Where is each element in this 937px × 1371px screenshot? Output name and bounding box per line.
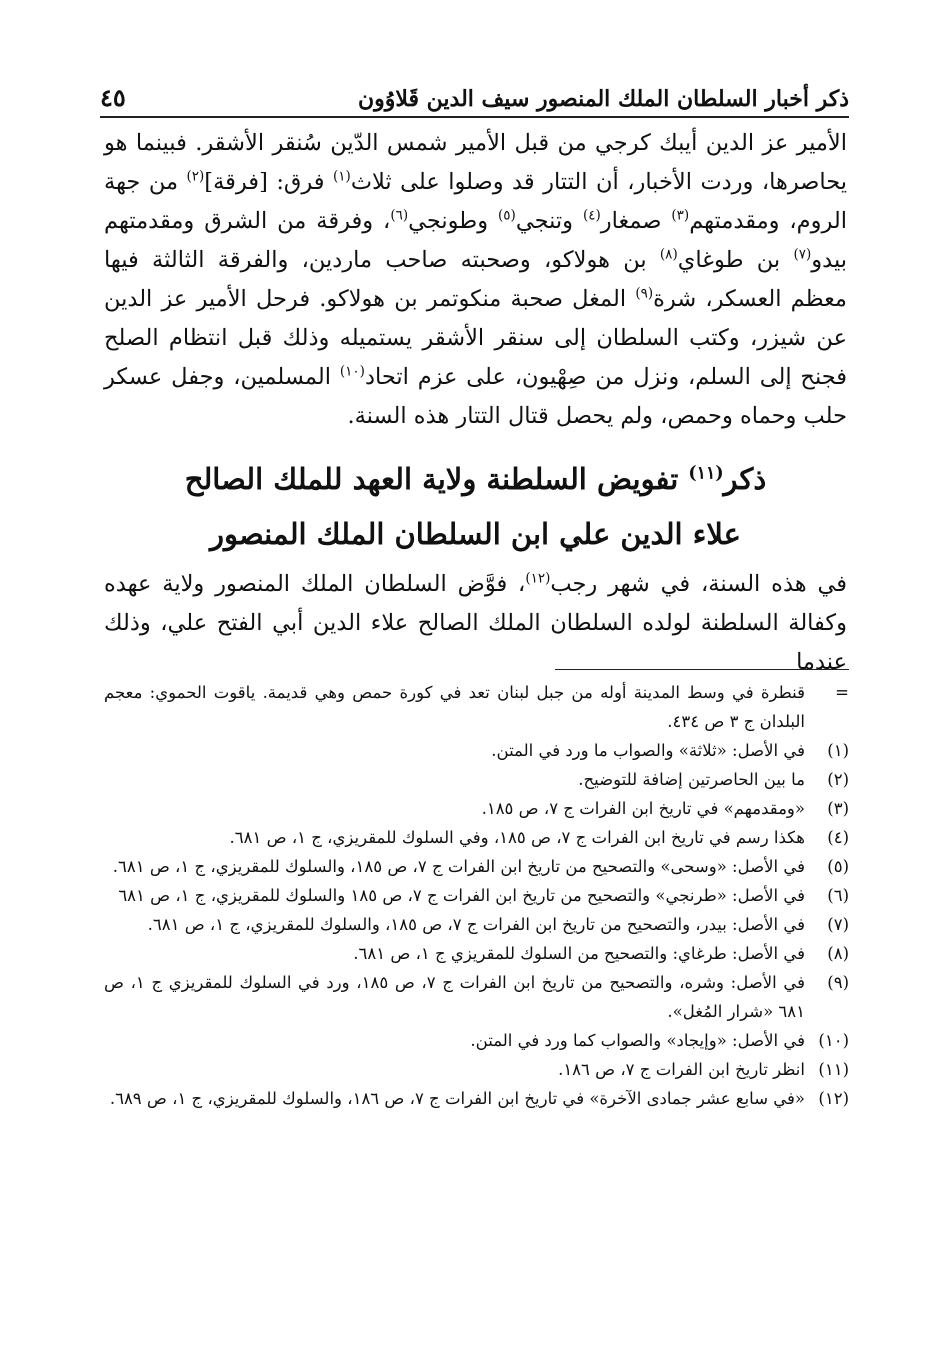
footnote-text: انظر تاريخ ابن الفرات ج ٧، ص ١٨٦.: [558, 1060, 805, 1079]
footnote-text: قنطرة في وسط المدينة أوله من جبل لبنان تعد في كورة حمص وهي قديمة. ياقوت الحموي: معجم البلدان ج ٣ ص ٤٣٤.: [104, 683, 805, 731]
text-run: وتنجي: [515, 208, 583, 234]
section-heading-line-2: علاء الدين علي ابن السلطان الملك المنصور: [210, 517, 741, 551]
footnote-text: هكذا رسم في تاريخ ابن الفرات ج ٧، ص ١٨٥، وفي السلوك للمقريزي، ج ١، ص ٦٨١.: [229, 828, 805, 847]
text-run: فرق: [فرقة]: [204, 169, 333, 195]
footnote-item: [104, 910, 849, 939]
footnote-text: في الأصل: بيدر، والتصحيح من تاريخ ابن الفرات ج ٧، ص ١٨٥، والسلوك للمقريزي، ج ١، ص ٦٨١.: [147, 915, 805, 934]
footnote-ref-12[interactable]: (١٢): [525, 570, 551, 587]
footnote-marker: (١): [827, 741, 849, 760]
footnote-item: [104, 1055, 849, 1084]
footnotes-list: [104, 678, 849, 1113]
footnote-item: [104, 823, 849, 852]
footnote-text: في الأصل: طرغاي: والتصحيح من السلوك للمقريزي ج ١، ص ٦٨١.: [353, 944, 805, 963]
footnote-text: في الأصل: «وسحى» والتصحيح من تاريخ ابن الفرات ج ٧، ص ١٨٥، والسلوك للمقريزي، ج ١، ص ٦٨١.: [112, 857, 805, 876]
text-run: وطونجي: [408, 208, 498, 234]
footnote-text: في الأصل: «ثلاثة» والصواب ما ورد في المتن.: [491, 741, 805, 760]
footnote-item: [104, 939, 849, 968]
text-run: بن طوغاي: [677, 247, 794, 273]
footnote-ref-10[interactable]: (١٠): [339, 363, 365, 380]
footnote-marker: (١١): [818, 1060, 849, 1079]
text-run: الأمير عز الدين أيبك كرجي من قبل الأمير شمس الدّين سُنقر الأشقر. فبينما هو يحاصرها، وردت الأخبار، أن التتار قد وصلوا على ثلاث: [104, 130, 847, 195]
footnote-marker: (٢): [827, 770, 849, 789]
section-paragraph: [104, 565, 847, 682]
footnote-marker: (١٠): [818, 1031, 849, 1050]
text-run: في هذه السنة، في شهر رجب: [550, 571, 847, 597]
footnote-marker: (٦): [827, 886, 849, 905]
footnote-text: ما بين الحاصرتين إضافة للتوضيح.: [578, 770, 805, 789]
footnote-ref-11[interactable]: (١١): [688, 463, 724, 484]
footnote-ref-5[interactable]: (٥): [498, 207, 516, 224]
footnote-marker: (٧): [827, 915, 849, 934]
footnote-marker: (٨): [827, 944, 849, 963]
footnote-item: [104, 1026, 849, 1055]
footnote-marker: (٣): [827, 799, 849, 818]
text-run: ، وفرقة من الشرق ومقدمتهم بيدو: [104, 208, 847, 273]
footnote-ref-1[interactable]: (١): [333, 168, 351, 185]
page-header: [100, 78, 849, 118]
paragraph-1: [104, 124, 847, 436]
footnote-text: «في سابع عشر جمادى الآخرة» في تاريخ ابن الفرات ج ٧، ص ١٨٦، والسلوك للمقريزي، ج ١، ص ٦٨٩.: [109, 1089, 805, 1108]
footnote-ref-7[interactable]: (٧): [793, 246, 812, 263]
text-run: ، فوَّض السلطان الملك المنصور ولاية عهده وكفالة السلطنة لولده السلطان الملك الصالح علاء الدين أبي الفتح علي، وذلك عندما: [104, 571, 847, 675]
footnote-text: في الأصل: وشره، والتصحيح من تاريخ ابن الفرات ج ٧، ص ١٨٥، ورد في السلوك للمقريزي ج ١، ص ٦٨١ «شرار المُغل».: [104, 973, 805, 1021]
text-run: المغل صحبة منكوتمر بن هولاكو. فرحل الأمير عز الدين عن شيزر، وكتب السلطان إلى سنقر الأشقر يستميله وذلك قبل انتظام الصلح فجنح إلى السلم، ونزل من صِهْيون، على عزم اتحاد: [104, 286, 848, 390]
footnote-item: [104, 852, 849, 881]
running-title: ذكر أخبار السلطان الملك المنصور سيف الدين قَلاوُون: [357, 86, 849, 112]
footnote-item: [104, 678, 849, 736]
heading-word: ذكر: [723, 462, 767, 496]
footnote-text: في الأصل: «طرنجي» والتصحيح من تاريخ ابن الفرات ج ٧، ص ١٨٥ والسلوك للمقريزي، ج ١، ص ٦٨١: [118, 886, 805, 905]
section-heading-line-1: [104, 452, 847, 507]
page-number: ٤٥: [100, 83, 126, 112]
footnote-ref-2[interactable]: (٢): [186, 168, 205, 185]
footnote-item: [104, 968, 849, 1026]
text-run: صمغار: [600, 208, 672, 234]
footnote-ref-9[interactable]: (٩): [635, 285, 654, 302]
section-heading: [104, 452, 847, 562]
footnote-marker: (٤): [827, 828, 849, 847]
footnote-item: [104, 794, 849, 823]
footnote-marker: (٥): [827, 857, 849, 876]
footnote-item: [104, 736, 849, 765]
footnote-item: [104, 765, 849, 794]
footnote-item: [104, 1084, 849, 1113]
main-paragraph: [104, 124, 847, 436]
footnote-ref-4[interactable]: (٤): [582, 207, 601, 224]
heading-text: تفويض السلطنة ولاية العهد للملك الصالح: [184, 462, 689, 496]
text-run: من جهة الروم، ومقدمتهم: [104, 169, 847, 234]
footnote-item: [104, 881, 849, 910]
footnote-ref-6[interactable]: (٦): [390, 207, 409, 224]
footnote-ref-3[interactable]: (٣): [671, 207, 690, 224]
text-run: بن هولاكو، وصحبته صاحب ماردين، والفرقة الثالثة فيها معظم العسكر، شرة: [104, 247, 847, 312]
footnote-marker: =: [835, 683, 849, 702]
footnote-ref-8[interactable]: (٨): [659, 246, 678, 263]
footnote-marker: (٩): [827, 973, 849, 992]
footnote-marker: (١٢): [818, 1089, 849, 1108]
footnote-separator: [555, 669, 849, 670]
text-run: المسلمين، وجفل عسكر حلب وحماه وحمص، ولم يحصل قتال التتار هذه السنة.: [104, 364, 847, 429]
paragraph-2: [104, 565, 847, 682]
footnote-text: في الأصل: «وإيجاد» والصواب كما ورد في المتن.: [470, 1031, 805, 1050]
footnote-text: «ومقدمهم» في تاريخ ابن الفرات ج ٧، ص ١٨٥.: [481, 799, 805, 818]
